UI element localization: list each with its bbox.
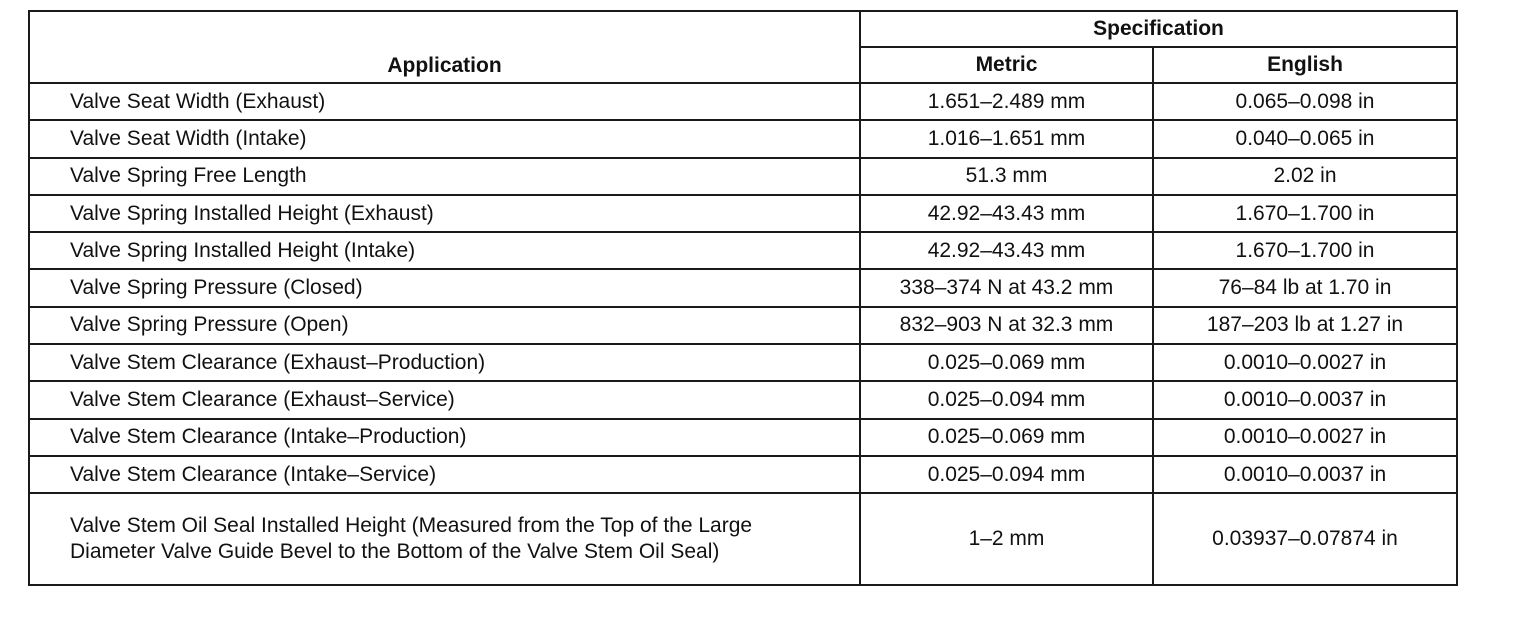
metric-cell: 1.016–1.651 mm — [860, 120, 1153, 157]
table-row — [29, 419, 1457, 456]
table-row — [29, 195, 1457, 232]
metric-cell: 0.025–0.069 mm — [860, 419, 1153, 456]
specification-group-header: Specification — [860, 11, 1457, 47]
metric-column-header: Metric — [860, 47, 1153, 83]
table-row — [29, 344, 1457, 381]
english-cell: 2.02 in — [1153, 158, 1457, 195]
metric-cell: 42.92–43.43 mm — [860, 195, 1153, 232]
metric-cell: 0.025–0.069 mm — [860, 344, 1153, 381]
application-cell: Valve Stem Clearance (Exhaust–Service) — [29, 381, 860, 418]
table-row — [29, 269, 1457, 306]
table-row — [29, 232, 1457, 269]
table-row — [29, 83, 1457, 120]
application-cell: Valve Spring Pressure (Closed) — [29, 269, 860, 306]
application-column-header: Application — [29, 11, 860, 83]
table-row — [29, 381, 1457, 418]
application-cell: Valve Spring Installed Height (Exhaust) — [29, 195, 860, 232]
english-cell: 0.0010–0.0027 in — [1153, 344, 1457, 381]
metric-cell: 1.651–2.489 mm — [860, 83, 1153, 120]
application-cell: Valve Spring Installed Height (Intake) — [29, 232, 860, 269]
table-row — [29, 493, 1457, 585]
application-cell: Valve Stem Clearance (Intake–Production) — [29, 419, 860, 456]
metric-cell: 42.92–43.43 mm — [860, 232, 1153, 269]
metric-cell: 0.025–0.094 mm — [860, 456, 1153, 493]
english-cell: 1.670–1.700 in — [1153, 232, 1457, 269]
table-row — [29, 307, 1457, 344]
application-cell: Valve Stem Oil Seal Installed Height (Measured from the Top of the Large Diameter Valve Guide Bevel to the Bottom of the Valve Stem Oil Seal) — [29, 493, 860, 585]
english-cell: 187–203 lb at 1.27 in — [1153, 307, 1457, 344]
english-column-header: English — [1153, 47, 1457, 83]
metric-cell: 0.025–0.094 mm — [860, 381, 1153, 418]
application-cell: Valve Spring Pressure (Open) — [29, 307, 860, 344]
application-cell: Valve Spring Free Length — [29, 158, 860, 195]
english-cell: 0.0010–0.0037 in — [1153, 456, 1457, 493]
english-cell: 0.0010–0.0037 in — [1153, 381, 1457, 418]
metric-cell: 338–374 N at 43.2 mm — [860, 269, 1153, 306]
application-cell: Valve Stem Clearance (Exhaust–Production) — [29, 344, 860, 381]
metric-cell: 832–903 N at 32.3 mm — [860, 307, 1153, 344]
english-cell: 1.670–1.700 in — [1153, 195, 1457, 232]
table-row — [29, 158, 1457, 195]
english-cell: 0.040–0.065 in — [1153, 120, 1457, 157]
english-cell: 0.0010–0.0027 in — [1153, 419, 1457, 456]
application-cell: Valve Stem Clearance (Intake–Service) — [29, 456, 860, 493]
metric-cell: 51.3 mm — [860, 158, 1153, 195]
table-row — [29, 456, 1457, 493]
english-cell: 0.03937–0.07874 in — [1153, 493, 1457, 585]
english-cell: 0.065–0.098 in — [1153, 83, 1457, 120]
application-cell: Valve Seat Width (Intake) — [29, 120, 860, 157]
table-row — [29, 120, 1457, 157]
english-cell: 76–84 lb at 1.70 in — [1153, 269, 1457, 306]
valve-specification-table — [28, 10, 1458, 586]
metric-cell: 1–2 mm — [860, 493, 1153, 585]
application-cell: Valve Seat Width (Exhaust) — [29, 83, 860, 120]
